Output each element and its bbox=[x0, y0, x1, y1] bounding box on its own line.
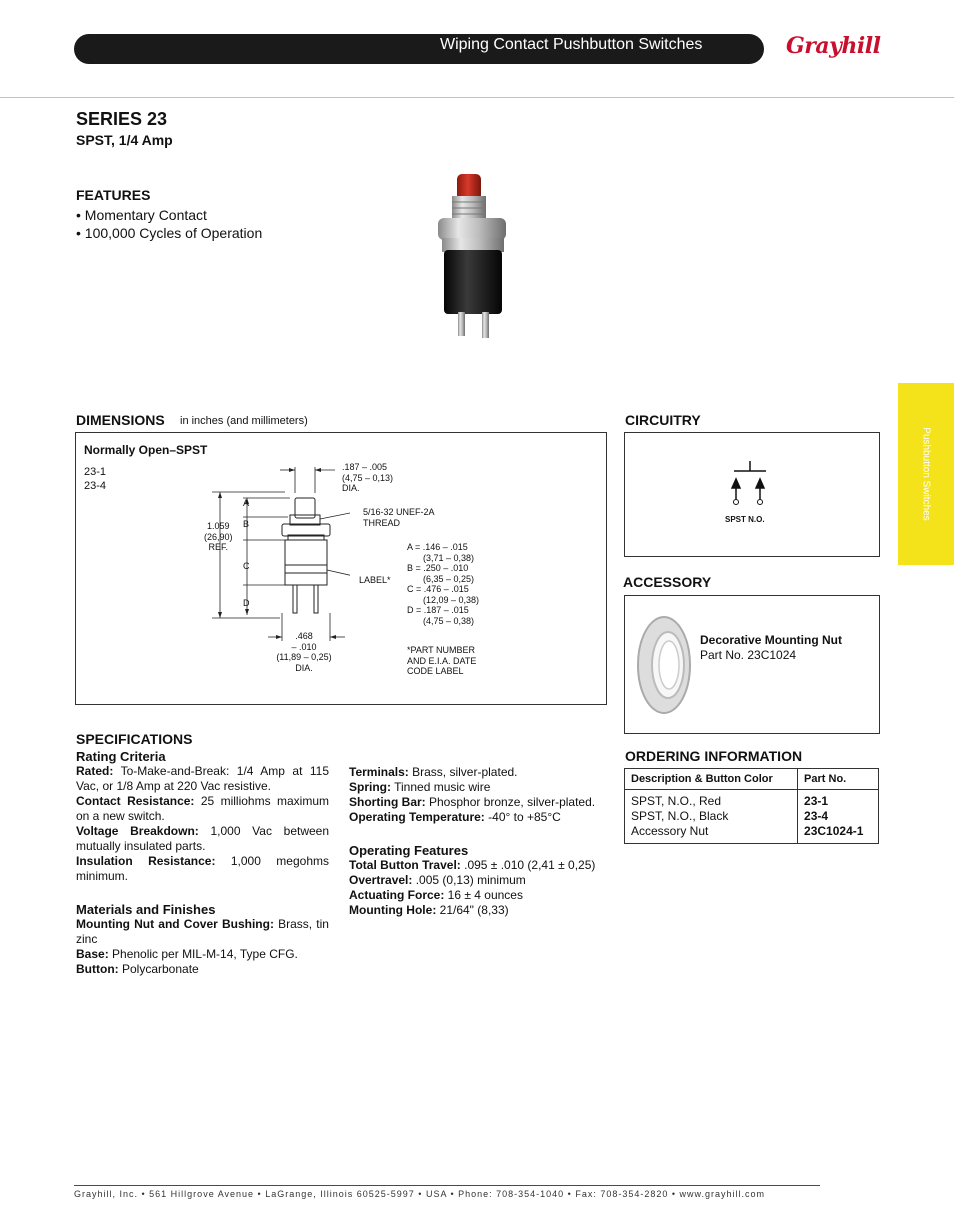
spec-value: Phenolic per MIL-M-14, Type CFG. bbox=[108, 947, 298, 961]
spst-schematic-icon bbox=[728, 458, 772, 514]
spec-key: Rated: bbox=[76, 764, 114, 778]
spec-actuating-force bbox=[349, 888, 611, 903]
dim-text: C = .476 – .015 bbox=[407, 584, 469, 594]
dim-text: DIA. bbox=[295, 662, 313, 673]
spec-value: 16 ± 4 ounces bbox=[444, 888, 523, 902]
part-line: 23C1024-1 bbox=[804, 824, 864, 838]
footer-divider bbox=[74, 1185, 820, 1186]
spec-base bbox=[76, 947, 329, 962]
switch-product-photo bbox=[420, 170, 530, 342]
spec-key: Mounting Hole: bbox=[349, 903, 437, 917]
dim-text: AND E.I.A. DATE bbox=[407, 655, 477, 666]
dimension-drawing bbox=[200, 455, 350, 655]
spec-insulation-resistance bbox=[76, 854, 329, 884]
spec-key: Operating Temperature: bbox=[349, 810, 485, 824]
spec-key: Terminals: bbox=[349, 765, 409, 779]
dim-letter-c: C bbox=[243, 561, 250, 571]
table-row bbox=[625, 790, 879, 844]
spec-key: Shorting Bar: bbox=[349, 795, 426, 809]
dim-text: THREAD bbox=[363, 517, 401, 528]
spec-value: 1,000 megohms minimum. bbox=[76, 854, 329, 883]
dim-text: B = .250 – .010 bbox=[407, 563, 469, 573]
spec-contact-resistance bbox=[76, 794, 329, 824]
part-line: 23-1 bbox=[804, 794, 829, 808]
spec-shorting-bar bbox=[349, 795, 611, 810]
part-number: 23-1 bbox=[84, 466, 107, 478]
spec-value: Brass, silver-plated. bbox=[408, 765, 518, 779]
spec-value: Brass, tin zinc bbox=[76, 917, 329, 946]
dim-text: 1.059 bbox=[207, 521, 230, 531]
part-cell bbox=[798, 790, 879, 844]
ordering-table bbox=[624, 768, 879, 844]
spec-operating-temperature bbox=[349, 810, 611, 825]
description-line: SPST, N.O., Red bbox=[631, 794, 722, 808]
header-title: Wiping Contact Pushbutton Switches bbox=[440, 36, 703, 53]
spec-key: Total Button Travel: bbox=[349, 858, 461, 872]
side-tab-label: Pushbutton Switches bbox=[920, 427, 932, 521]
header-divider bbox=[0, 97, 954, 98]
spec-rated bbox=[76, 764, 329, 794]
dim-text: D = .187 – .015 bbox=[407, 605, 469, 615]
dim-text: CODE LABEL bbox=[407, 666, 464, 676]
dim-text: (4,75 – 0,13) bbox=[342, 472, 394, 483]
dim-text: – .010 bbox=[291, 641, 317, 652]
description-cell bbox=[625, 790, 798, 844]
accessory-name: Decorative Mounting Nut bbox=[700, 633, 843, 647]
spec-bushing bbox=[76, 917, 329, 947]
dim-text: (3,71 – 0,38) bbox=[423, 552, 475, 563]
spec-spring bbox=[349, 780, 611, 795]
specs-column-1 bbox=[76, 749, 329, 977]
dim-note bbox=[407, 645, 476, 677]
dim-thread bbox=[363, 507, 435, 528]
spec-value: To-Make-and-Break: 1/4 Amp at 115 Vac, or 1/8 Amp at 220 Vac resistive. bbox=[76, 764, 329, 793]
spec-key: Contact Resistance: bbox=[76, 794, 195, 808]
description-line: Accessory Nut bbox=[631, 824, 709, 838]
table-header-row bbox=[625, 769, 879, 790]
spec-voltage-breakdown bbox=[76, 824, 329, 854]
spec-value: Phosphor bronze, silver-plated. bbox=[425, 795, 596, 809]
column-header: Part No. bbox=[798, 769, 879, 790]
spec-key: Actuating Force: bbox=[349, 888, 445, 902]
dim-text: A = .146 – .015 bbox=[407, 542, 468, 552]
part-line: 23-4 bbox=[804, 809, 829, 823]
dim-letter-b: B bbox=[243, 519, 250, 529]
dim-letter-d: D bbox=[243, 598, 250, 608]
dim-text: (12,09 – 0,38) bbox=[423, 594, 480, 605]
dimensions-panel-title: Normally Open–SPST bbox=[84, 443, 208, 457]
spec-value: 25 milliohms maximum on a new switch. bbox=[76, 794, 329, 823]
dim-text: (4,75 – 0,38) bbox=[423, 615, 475, 626]
spec-value: Tinned music wire bbox=[391, 780, 491, 794]
dim-text: *PART NUMBER bbox=[407, 645, 476, 655]
spec-key: Overtravel: bbox=[349, 873, 413, 887]
spec-key: Voltage Breakdown: bbox=[76, 824, 199, 838]
spec-value: .005 (0,13) minimum bbox=[412, 873, 526, 887]
rating-heading: Rating Criteria bbox=[76, 749, 166, 764]
dim-text: .187 – .005 bbox=[342, 462, 388, 472]
feature-item: • 100,000 Cycles of Operation bbox=[76, 225, 263, 241]
spec-key: Button: bbox=[76, 962, 119, 976]
dim-overall-height bbox=[204, 521, 233, 553]
grayhill-logo: Grayhill bbox=[786, 33, 881, 59]
spec-value: 21/64" (8,33) bbox=[436, 903, 509, 917]
operating-heading: Operating Features bbox=[349, 843, 469, 858]
spec-value: 1,000 Vac between mutually insulated parts. bbox=[76, 824, 330, 853]
circuitry-caption: SPST N.O. bbox=[725, 515, 765, 524]
dim-text: .468 bbox=[295, 631, 313, 641]
dim-text: (26,90) bbox=[204, 531, 233, 542]
dimensions-part-numbers bbox=[84, 465, 106, 493]
dim-text: (11,89 – 0,25) bbox=[276, 652, 332, 662]
accessory-heading: ACCESSORY bbox=[623, 574, 712, 590]
spec-key: Spring: bbox=[349, 780, 391, 794]
description-line: SPST, N.O., Black bbox=[631, 809, 729, 823]
series-subtitle: SPST, 1/4 Amp bbox=[76, 132, 173, 148]
spec-button bbox=[76, 962, 329, 977]
spec-value: Polycarbonate bbox=[118, 962, 199, 976]
dim-label-tag: LABEL* bbox=[359, 575, 391, 585]
dim-bottom-diameter bbox=[270, 631, 338, 673]
dim-text: 5/16-32 UNEF-2A bbox=[363, 507, 435, 517]
spec-mounting-hole bbox=[349, 903, 611, 918]
spec-terminals bbox=[349, 765, 611, 780]
ordering-heading: ORDERING INFORMATION bbox=[625, 748, 803, 764]
features-heading: FEATURES bbox=[76, 187, 151, 203]
spec-value: -40° to +85°C bbox=[484, 810, 561, 824]
spec-key: Insulation Resistance: bbox=[76, 854, 216, 868]
spec-overtravel bbox=[349, 873, 611, 888]
dim-legend bbox=[407, 542, 479, 626]
footer-address: Grayhill, Inc. • 561 Hillgrove Avenue • LaGrange, Illinois 60525-5997 • USA • Phone: 708-354-1040 • Fax: 708-354-2820 • www.grayhill.com bbox=[74, 1189, 766, 1199]
part-number: 23-4 bbox=[84, 480, 107, 492]
dim-letter-a: A bbox=[243, 498, 250, 508]
spec-button-travel bbox=[349, 858, 611, 873]
dimensions-heading: DIMENSIONS bbox=[76, 412, 165, 428]
specifications-heading: SPECIFICATIONS bbox=[76, 731, 193, 747]
specs-column-2 bbox=[349, 765, 611, 918]
spec-value: .095 ± .010 (2,41 ± 0,25) bbox=[460, 858, 596, 872]
column-header: Description & Button Color bbox=[625, 769, 798, 790]
accessory-part: Part No. 23C1024 bbox=[700, 648, 797, 662]
circuitry-heading: CIRCUITRY bbox=[625, 412, 701, 428]
spec-key: Mounting Nut and Cover Bushing: bbox=[76, 917, 274, 931]
dim-text: REF. bbox=[208, 542, 229, 552]
series-title: SERIES 23 bbox=[76, 109, 168, 129]
dim-top-diameter bbox=[342, 462, 393, 494]
spec-key: Base: bbox=[76, 947, 109, 961]
feature-item: • Momentary Contact bbox=[76, 207, 207, 223]
dim-text: DIA. bbox=[342, 483, 360, 493]
mounting-nut-image bbox=[634, 614, 694, 716]
materials-heading: Materials and Finishes bbox=[76, 902, 216, 917]
dim-text: (6,35 – 0,25) bbox=[423, 573, 475, 584]
dimensions-units-note: in inches (and millimeters) bbox=[180, 415, 308, 427]
